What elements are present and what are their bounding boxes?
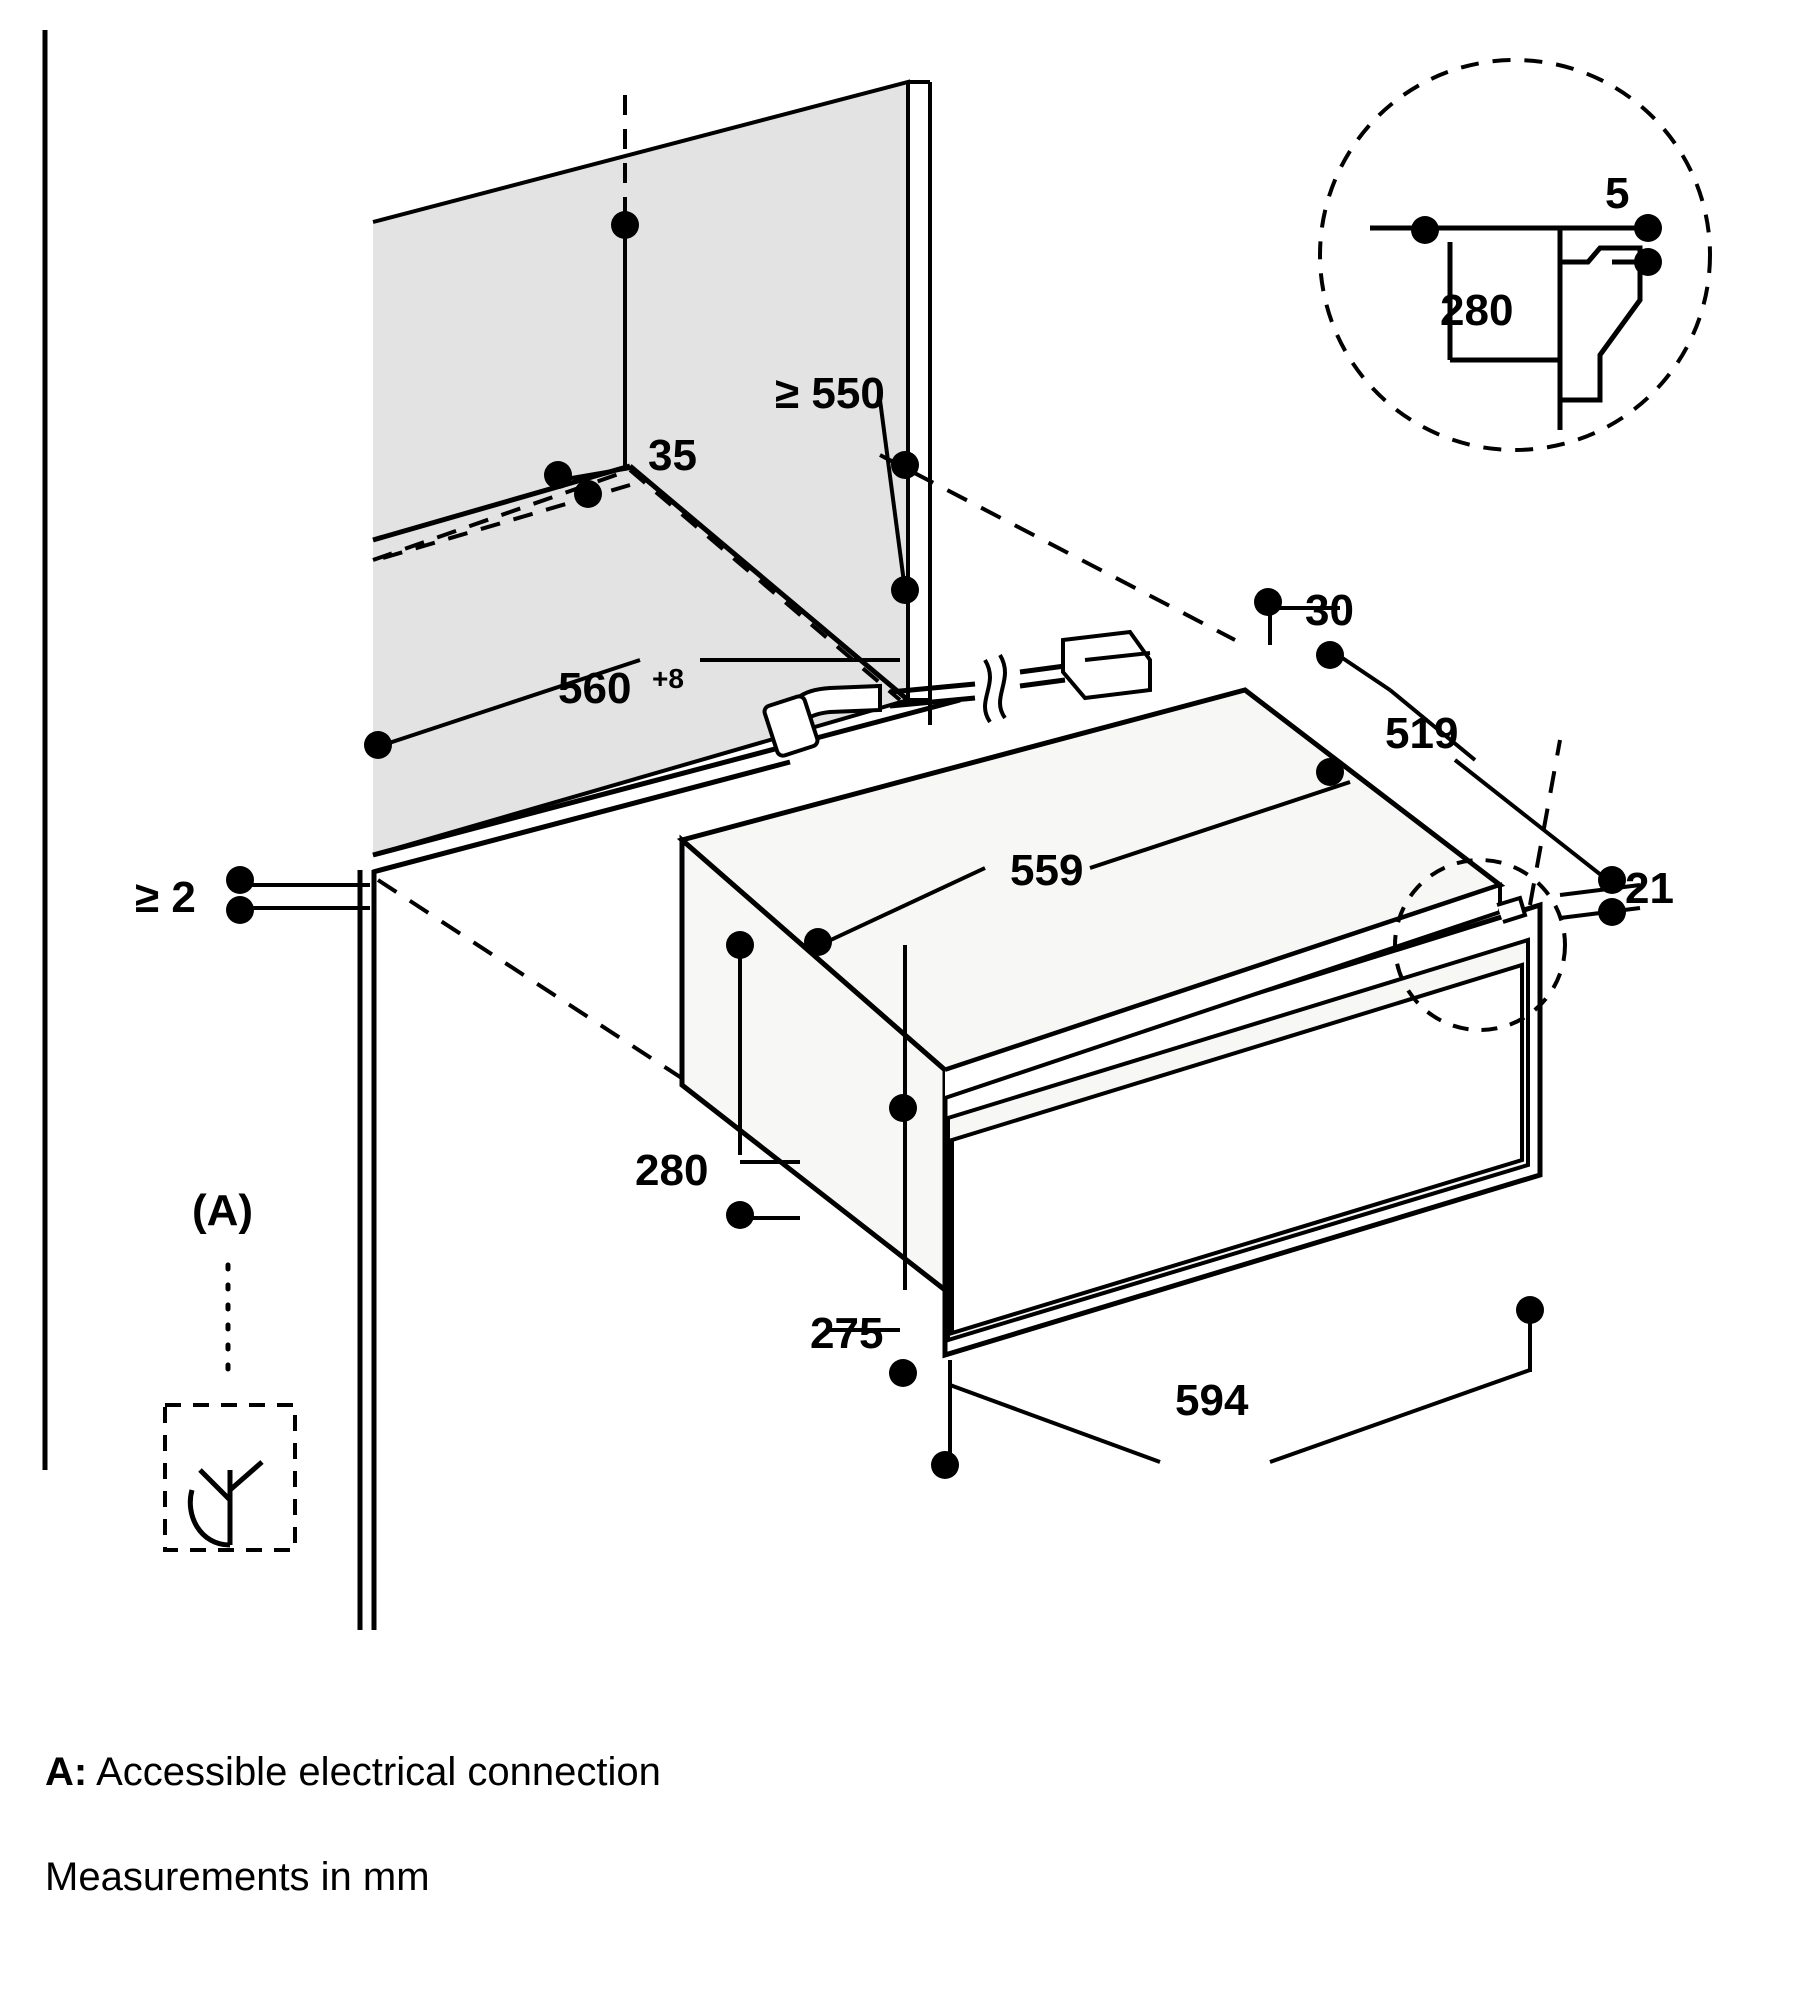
legend-key-a: A: (45, 1750, 88, 1794)
dim-niche-width-tolerance: +8 (652, 663, 684, 694)
dim-wall-gap-min: ≥ 2 (135, 873, 196, 922)
dim-body-width-559: 559 (1010, 846, 1084, 895)
wall-lines (45, 30, 374, 1630)
dim-front-width-594: 594 (1175, 1376, 1249, 1425)
dim-depth-519: 519 (1385, 709, 1459, 758)
accessible-connection-symbol (165, 1265, 295, 1550)
dim-top-depth-30: 30 (1305, 586, 1354, 635)
dim-detail-height-280: 280 (1440, 286, 1514, 335)
appliance-body (682, 690, 1540, 1355)
dim-niche-width: 560 (558, 664, 632, 713)
dim-height-280: 280 (635, 1146, 709, 1195)
dim-front-thickness-21: 21 (1625, 864, 1674, 913)
dim-height-275: 275 (810, 1309, 884, 1358)
legend-text-a: Accessible electrical connection (96, 1750, 661, 1794)
dim-front-offset: 35 (648, 431, 697, 480)
dim-detail-offset-5: 5 (1605, 169, 1630, 218)
legend-accessible-connection (45, 1750, 661, 1795)
dim-niche-depth-min: ≥ 550 (775, 369, 885, 418)
legend-units-note: Measurements in mm (45, 1855, 430, 1899)
callout-label-a: (A) (192, 1186, 254, 1235)
